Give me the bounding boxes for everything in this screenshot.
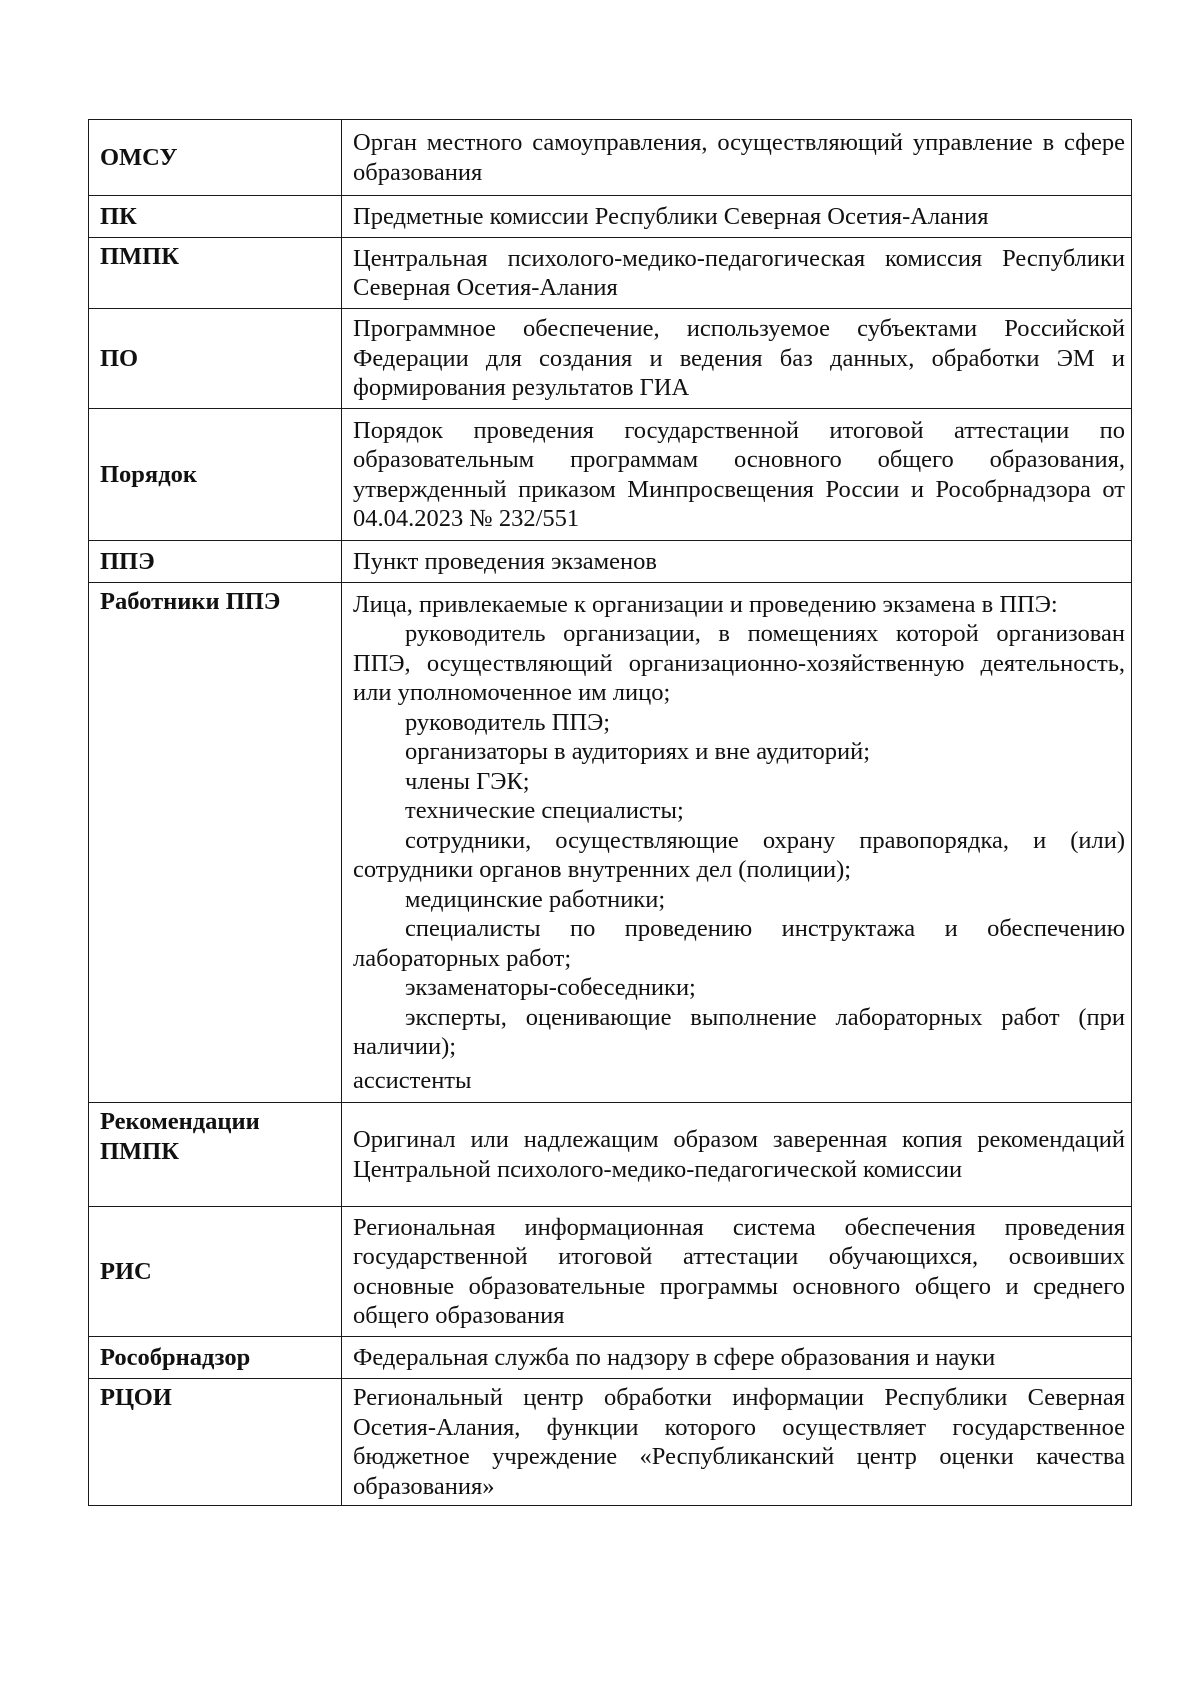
- term-cell: ОМСУ: [89, 120, 342, 196]
- table-row: [89, 541, 1132, 583]
- list-item: организаторы в аудиториях и вне аудиторий;: [405, 738, 871, 766]
- definition-cell: Орган местного самоуправления, осуществляющий управление в сфере образования: [342, 120, 1132, 196]
- list-item: руководитель организации, в помещениях которой организован ППЭ, осуществляющий организационно-хозяйственную деятельность, или уполномоченное им лицо;: [353, 620, 1125, 707]
- term-cell: РЦОИ: [89, 1379, 342, 1506]
- term-cell: РИС: [89, 1207, 342, 1337]
- term-cell: Рособрнадзор: [89, 1337, 342, 1379]
- definition-cell: Программное обеспечение, используемое субъектами Российской Федерации для создания и ведения баз данных, обработки ЭМ и формирования результатов ГИА: [342, 309, 1132, 409]
- list-item: руководитель ППЭ;: [405, 708, 611, 736]
- table-row: [89, 120, 1132, 196]
- list-item: члены ГЭК;: [405, 767, 530, 795]
- definition-last-item: ассистенты: [353, 1066, 472, 1094]
- term-cell: ПК: [89, 196, 342, 238]
- list-item: эксперты, оценивающие выполнение лабораторных работ (при наличии);: [353, 1003, 1125, 1061]
- table-row: [89, 583, 1132, 1103]
- list-item: технические специалисты;: [405, 797, 684, 825]
- definition-cell: Порядок проведения государственной итоговой аттестации по образовательным программам основного общего образования, утвержденный приказом Минпросвещения России и Рособрнадзора от 04.04.2023 № 232/551: [342, 409, 1132, 541]
- list-item: экзаменаторы-собеседники;: [405, 974, 696, 1002]
- term-cell: Порядок: [89, 409, 342, 541]
- table-row: [89, 238, 1132, 309]
- table-row: [89, 309, 1132, 409]
- list-item: специалисты по проведению инструктажа и обеспечению лабораторных работ;: [353, 915, 1125, 972]
- definition-intro: Лица, привлекаемые к организации и проведению экзамена в ППЭ:: [353, 590, 1058, 618]
- table-row: [89, 1103, 1132, 1207]
- list-item: сотрудники, осуществляющие охрану правопорядка, и (или) сотрудники органов внутренних дел (полиции);: [353, 826, 1125, 884]
- term-cell: ППЭ: [89, 541, 342, 583]
- table-row: [89, 196, 1132, 238]
- term-cell: ПМПК: [89, 238, 342, 309]
- definition-cell: Федеральная служба по надзору в сфере образования и науки: [342, 1337, 1132, 1379]
- definition-cell: Пункт проведения экзаменов: [342, 541, 1132, 583]
- definition-cell: Региональная информационная система обеспечения проведения государственной итоговой аттестации обучающихся, освоивших основные образовательные программы основного общего и среднего общего образования: [342, 1207, 1132, 1337]
- table-row: [89, 1207, 1132, 1337]
- table-row: [89, 1379, 1132, 1506]
- list-item: медицинские работники;: [405, 885, 666, 913]
- definition-cell: [342, 583, 1132, 1103]
- definition-cell: Предметные комиссии Республики Северная Осетия-Алания: [342, 196, 1132, 238]
- term-cell: Работники ППЭ: [89, 583, 342, 1103]
- definition-cell: Центральная психолого-медико-педагогическая комиссия Республики Северная Осетия-Алания: [342, 238, 1132, 309]
- term-cell: ПО: [89, 309, 342, 409]
- table-row: [89, 1337, 1132, 1379]
- definition-cell: Оригинал или надлежащим образом заверенная копия рекомендаций Центральной психолого-медико-педагогической комиссии: [342, 1103, 1132, 1207]
- definition-cell: Региональный центр обработки информации Республики Северная Осетия-Алания, функции которого осуществляет государственное бюджетное учреждение «Республиканский центр оценки качества образования»: [342, 1379, 1132, 1506]
- abbreviations-table: [88, 119, 1132, 1506]
- table-row: [89, 409, 1132, 541]
- term-cell: Рекомендации ПМПК: [89, 1103, 342, 1207]
